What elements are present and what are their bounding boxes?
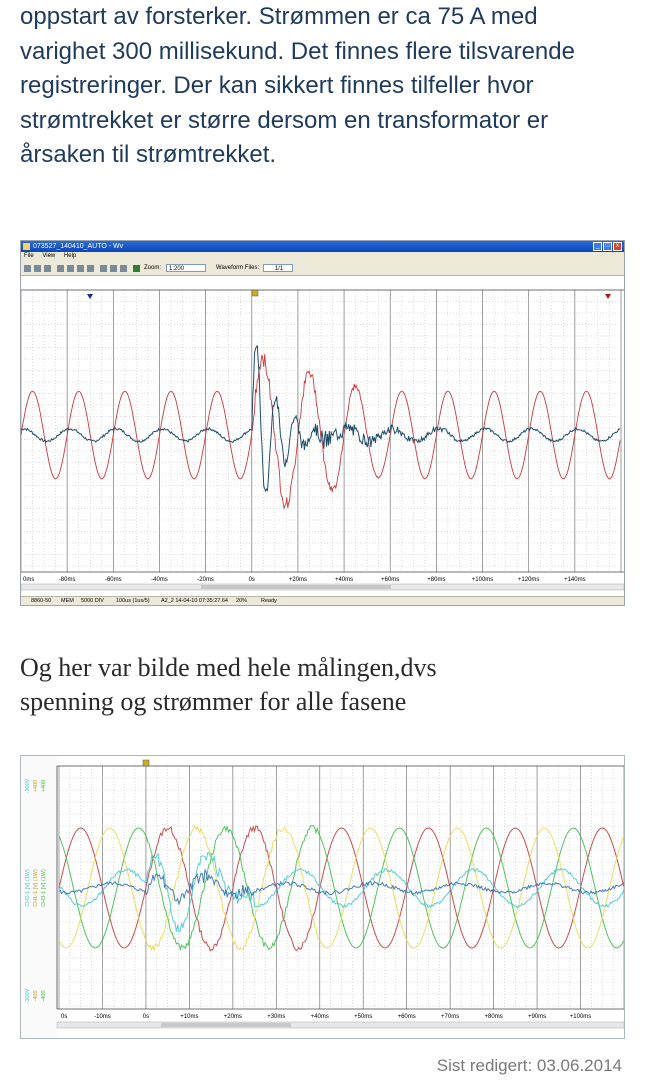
zoom-label: Zoom: xyxy=(144,265,162,271)
x-tick-label: -10ms xyxy=(94,1014,111,1020)
full-measurement-plot xyxy=(21,756,624,1038)
caption-line: Og her var bilde med hele målingen,dvs xyxy=(20,653,437,682)
x-tick-label: +20ms xyxy=(288,577,308,583)
scrollbar-thumb xyxy=(201,585,391,589)
paragraph-line: strømtrekket er større dersom en transformator er xyxy=(20,106,549,134)
grid-icon[interactable] xyxy=(100,265,107,272)
x-tick-label: +90ms xyxy=(527,1014,547,1020)
x-tick-label: +40ms xyxy=(334,577,354,583)
x-tick-label: 0s xyxy=(142,1014,150,1020)
channel-scale-bottom: -400 xyxy=(33,990,39,1002)
window-titlebar xyxy=(21,241,624,252)
channel-scale-bottom: -400 xyxy=(41,990,47,1002)
settings-icon[interactable] xyxy=(77,265,84,272)
open-icon[interactable] xyxy=(24,265,31,272)
trigger-marker xyxy=(252,290,258,296)
x-tick-label: 0s xyxy=(248,577,255,583)
status-timestamp: A2_2 14-04-10 07:35:27.64 xyxy=(161,598,228,604)
x-tick-label: +30ms xyxy=(267,1014,286,1020)
x-tick-label: +50ms xyxy=(354,1014,373,1020)
x-tick-label: +80ms xyxy=(427,577,446,583)
x-tick-label: +120ms xyxy=(517,577,540,583)
status-sampling: 100us (1us/5) xyxy=(116,598,150,604)
close-button[interactable]: x xyxy=(613,242,622,251)
menu-view[interactable]: View xyxy=(42,253,56,259)
channels-icon[interactable] xyxy=(87,265,94,272)
waveform-plot xyxy=(21,276,624,604)
x-tick-label: +60ms xyxy=(397,1014,416,1020)
copy-icon[interactable] xyxy=(67,265,74,272)
scrollbar-thumb xyxy=(161,1023,291,1027)
x-tick-label: +40ms xyxy=(310,1014,329,1020)
x-tick-label: -40ms xyxy=(151,577,168,583)
horizontal-scrollbar xyxy=(57,1022,624,1028)
menu-help[interactable]: Help xyxy=(63,253,77,259)
paragraph-line: registreringer. Der kan sikkert finnes tilfeller hvor xyxy=(20,72,534,99)
last-edited-note: Sist redigert: 03.06.2014 xyxy=(436,1056,622,1075)
paragraph-line: oppstart av forsterker. Strømmen er ca 75 A med xyxy=(20,3,538,30)
flag-icon[interactable] xyxy=(133,265,140,272)
status-percent: 20% xyxy=(236,598,248,604)
toolbar xyxy=(21,262,624,276)
waveform-files-label: Waveform Files: xyxy=(216,265,260,271)
channel-name-label: CH3-1 [V] (1W) xyxy=(41,869,47,907)
channel-name-label: CH2-1 [V] (1W) xyxy=(25,869,31,907)
status-div: 5000 DIV xyxy=(81,598,104,604)
zoom-out-icon[interactable] xyxy=(120,265,127,272)
channel-scale-top: -300V xyxy=(25,778,31,794)
window-title: 073527_140410_AUTO - Wv xyxy=(33,243,124,250)
channel-scale-top: +400 xyxy=(41,779,47,793)
x-tick-label: 0ms xyxy=(23,577,35,583)
x-tick-label: +100ms xyxy=(569,1014,592,1020)
full-measurement-screenshot xyxy=(20,755,625,1039)
image-caption xyxy=(20,651,626,719)
save-icon[interactable] xyxy=(34,265,41,272)
channel-scale-top: +400 xyxy=(33,779,39,793)
app-icon xyxy=(23,243,30,250)
series-red-trace xyxy=(21,354,620,508)
x-tick-label: +60ms xyxy=(381,577,400,583)
channel-scale-bottom: -300V xyxy=(25,988,31,1004)
waveform-viewer-screenshot xyxy=(20,240,625,606)
cursor-a-marker xyxy=(87,294,93,299)
series-blue-trace xyxy=(21,345,620,491)
print-icon[interactable] xyxy=(57,265,64,272)
x-tick-label: +20ms xyxy=(223,1014,242,1020)
x-tick-label: 0s xyxy=(61,1014,68,1020)
cursor-b-marker xyxy=(605,294,611,299)
status-ready: Ready xyxy=(261,598,277,604)
x-tick-label: +80ms xyxy=(484,1014,503,1020)
menu-bar xyxy=(21,252,624,261)
x-tick-label: +70ms xyxy=(441,1014,460,1020)
x-tick-label: +140ms xyxy=(564,577,586,583)
status-mem: MEM xyxy=(61,598,74,604)
zoom-in-icon[interactable] xyxy=(110,265,117,272)
x-tick-label: -60ms xyxy=(104,577,122,583)
channel-name-label: CH1-1 [V] (1W) xyxy=(33,869,39,907)
zoom-select[interactable]: 1:200 xyxy=(166,264,206,272)
trigger-marker xyxy=(143,760,149,766)
disk-icon[interactable] xyxy=(44,265,51,272)
menu-file[interactable]: File xyxy=(24,253,34,259)
paragraph-line: varighet 300 millisekund. Det finnes flere tilsvarende xyxy=(20,37,575,65)
paragraph-line: årsaken til strømtrekket. xyxy=(20,141,277,168)
minimize-button[interactable]: _ xyxy=(593,242,602,251)
x-tick-label: -80ms xyxy=(58,577,76,583)
x-tick-label: -20ms xyxy=(197,577,214,583)
maximize-button[interactable]: □ xyxy=(603,242,612,251)
x-tick-label: +10ms xyxy=(180,1014,199,1020)
waveform-files-value[interactable]: 1/1 xyxy=(263,264,293,272)
caption-line: spenning og strømmer for alle fasene xyxy=(20,687,407,716)
status-bar xyxy=(21,596,624,606)
status-device: 8860-50 xyxy=(31,598,52,604)
article-paragraph xyxy=(20,0,626,173)
x-tick-label: +100ms xyxy=(471,577,494,583)
